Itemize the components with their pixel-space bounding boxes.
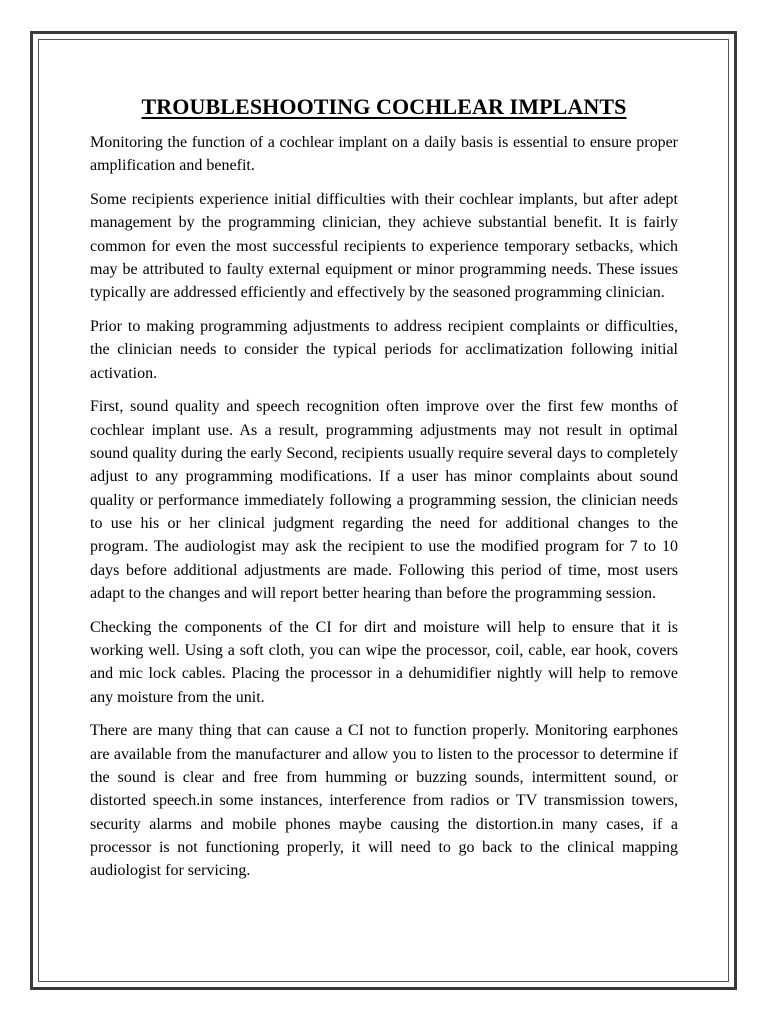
paragraph-component-care: Checking the components of the CI for dirt and moisture will help to ensure that it is working well. Using a soft cloth, you can wipe the processor, coil, cable, ear hook, covers and mic lock cables. Placing the processor in a dehumidifier nightly will help to remove any moisture from the unit. bbox=[90, 618, 678, 706]
paragraph-malfunction-causes: There are many thing that can cause a CI not to function properly. Monitoring earphones are available from the manufacturer and allow you to listen to the processor to determine if the sound is clear and free from humming or buzzing sounds, intermittent sound, or distorted speech.in some instances, interference from radios or TV transmission towers, security alarms and mobile phones maybe causing the distortion.in many cases, if a processor is not functioning properly, it will need to go back to the clinical mapping audiologist for servicing. bbox=[90, 722, 678, 880]
document-title: TROUBLESHOOTING COCHLEAR IMPLANTS bbox=[141, 94, 627, 119]
paragraph-sound-quality: First, sound quality and speech recognition often improve over the first few months of cochlear implant use. As a result, programming adjustments may not result in optimal sound quality during the early Second, recipients usually require several days to completely adjust to any programming modifications. If a user has minor complaints about sound quality or performance immediately following a programming session, the clinician needs to use his or her clinical judgment regarding the need for additional changes to the program. The audiologist may ask the recipient to use the modified program for 7 to 10 days before additional adjustments are made. Following this period of time, most users adapt to the changes and will report better hearing than before the programming session. bbox=[90, 398, 678, 602]
paragraph-recipient-difficulties: Some recipients experience initial difficulties with their cochlear implants, but after adept management by the programming clinician, they achieve substantial benefit. It is fairly common for even the most successful recipients to experience temporary setbacks, which may be attributed to faulty external equipment or minor programming needs. These issues typically are addressed efficiently and effectively by the seasoned programming clinician. bbox=[90, 191, 678, 302]
paragraph-acclimatization: Prior to making programming adjustments to address recipient complaints or difficulties, the clinician needs to consider the typical periods for acclimatization following initial activation. bbox=[90, 318, 678, 382]
paragraph-intro: Monitoring the function of a cochlear implant on a daily basis is essential to ensure proper amplification and benefit. bbox=[90, 134, 678, 175]
document-body bbox=[90, 92, 678, 893]
